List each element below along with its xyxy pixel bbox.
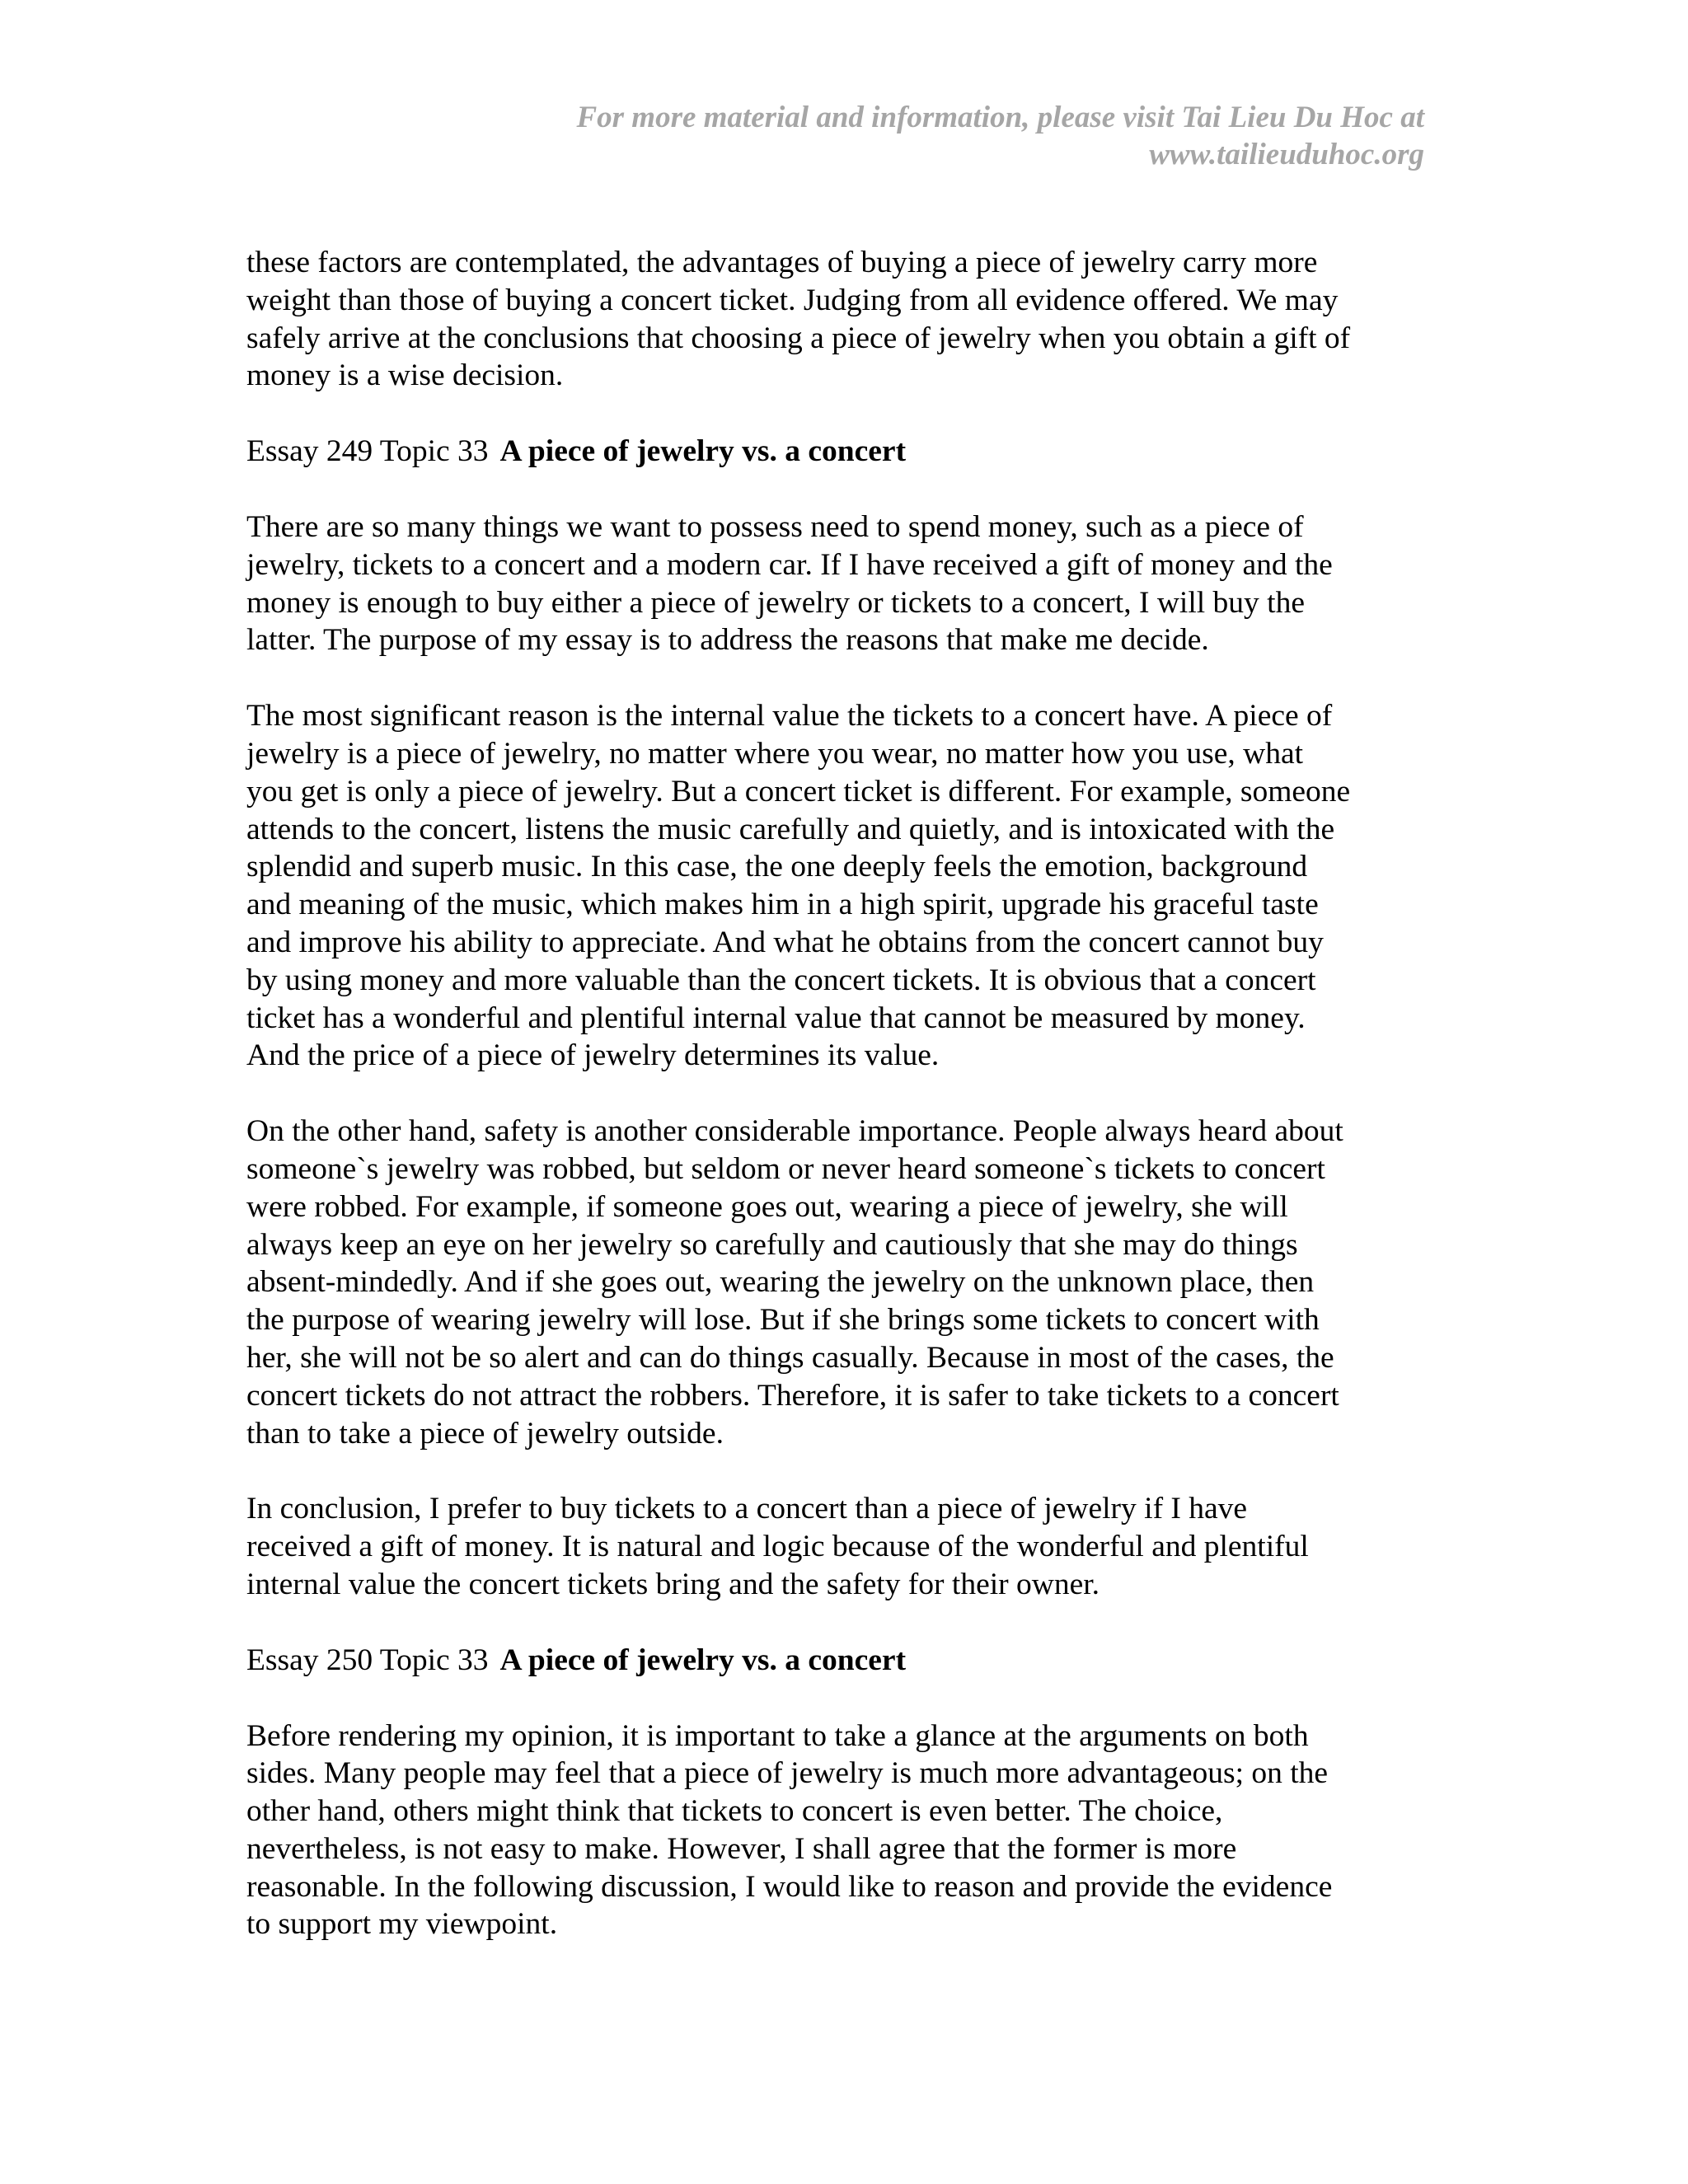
text-line: her, she will not be so alert and can do things casually. Because in most of the cases, the — [246, 1340, 1334, 1375]
text-line: concert tickets do not attract the robbers. Therefore, it is safer to take tickets to a concert — [246, 1378, 1339, 1413]
text-line: absent-mindedly. And if she goes out, wearing the jewelry on the unknown place, then — [246, 1265, 1315, 1300]
text-line: internal value the concert tickets bring and the safety for their owner. — [246, 1567, 1100, 1601]
essay-heading — [246, 433, 1433, 471]
text-line: weight than those of buying a concert ticket. Judging from all evidence offered. We may — [246, 283, 1339, 317]
paragraph — [246, 244, 1433, 395]
text-line: There are so many things we want to possess need to spend money, such as a piece of — [246, 509, 1304, 544]
text-line: were robbed. For example, if someone goes out, wearing a piece of jewelry, she will — [246, 1189, 1288, 1224]
text-line: received a gift of money. It is natural and logic because of the wonderful and plentiful — [246, 1530, 1309, 1564]
text-line: attends to the concert, listens the music carefully and quietly, and is intoxicated with the — [246, 812, 1335, 846]
paragraph — [246, 697, 1433, 1075]
paragraph — [246, 1113, 1433, 1452]
text-line: In conclusion, I prefer to buy tickets to a concert than a piece of jewelry if I have — [246, 1492, 1248, 1526]
text-line: nevertheless, is not easy to make. However, I shall agree that the former is more — [246, 1831, 1237, 1866]
text-line: latter. The purpose of my essay is to address the reasons that make me decide. — [246, 623, 1209, 658]
text-line: jewelry, tickets to a concert and a modern car. If I have received a gift of money and the — [246, 547, 1333, 582]
text-line: The most significant reason is the internal value the tickets to a concert have. A piece of — [246, 699, 1333, 733]
paragraph — [246, 509, 1433, 659]
text-line: someone`s jewelry was robbed, but seldom or never heard someone`s tickets to concert — [246, 1151, 1325, 1186]
text-line: jewelry is a piece of jewelry, no matter where you wear, no matter how you use, what — [246, 736, 1304, 771]
text-line: money is a wise decision. — [246, 359, 564, 393]
text-line: safely arrive at the conclusions that choosing a piece of jewelry when you obtain a gift of — [246, 321, 1351, 355]
header-line-2: www.tailieuduhoc.org — [1149, 138, 1424, 171]
text-line: than to take a piece of jewelry outside. — [246, 1416, 724, 1451]
text-line: And the price of a piece of jewelry determines its value. — [246, 1038, 940, 1073]
text-line: Before rendering my opinion, it is important to take a glance at the arguments on both — [246, 1718, 1309, 1753]
text-line: and improve his ability to appreciate. And what he obtains from the concert cannot buy — [246, 925, 1324, 959]
text-line: always keep an eye on her jewelry so carefully and cautiously that she may do things — [246, 1227, 1298, 1262]
text-line: the purpose of wearing jewelry will lose. But if she brings some tickets to concert with — [246, 1303, 1320, 1338]
text-line: On the other hand, safety is another considerable importance. People always heard about — [246, 1114, 1343, 1149]
text-line: by using money and more valuable than the concert tickets. It is obvious that a concert — [246, 963, 1316, 997]
page-header — [435, 99, 1424, 173]
text-line: and meaning of the music, which makes him in a high spirit, upgrade his graceful taste — [246, 888, 1319, 922]
paragraph — [246, 1718, 1433, 1944]
text-line: other hand, others might think that tickets to concert is even better. The choice, — [246, 1794, 1223, 1829]
essay-title: A piece of jewelry vs. a concert — [499, 434, 907, 469]
text-line: money is enough to buy either a piece of jewelry or tickets to a concert, I will buy the — [246, 585, 1305, 620]
text-line: reasonable. In the following discussion, I would like to reason and provide the evidence — [246, 1869, 1333, 1904]
text-line: sides. Many people may feel that a piece of jewelry is much more advantageous; on the — [246, 1756, 1329, 1791]
essay-number: Essay 249 Topic 33 — [246, 434, 489, 469]
text-line: ticket has a wonderful and plentiful internal value that cannot be measured by money. — [246, 1001, 1306, 1035]
text-line: you get is only a piece of jewelry. But a concert ticket is different. For example, someone — [246, 774, 1351, 808]
text-line: to support my viewpoint. — [246, 1907, 558, 1942]
essay-number: Essay 250 Topic 33 — [246, 1643, 489, 1677]
header-line-1: For more material and information, please visit Tai Lieu Du Hoc at — [576, 101, 1424, 134]
paragraph — [246, 1490, 1433, 1603]
text-line: splendid and superb music. In this case, the one deeply feels the emotion, background — [246, 850, 1308, 884]
text-line: these factors are contemplated, the advantages of buying a piece of jewelry carry more — [246, 246, 1318, 279]
document-body — [246, 244, 1433, 1981]
essay-title: A piece of jewelry vs. a concert — [499, 1643, 907, 1677]
essay-heading — [246, 1642, 1433, 1680]
